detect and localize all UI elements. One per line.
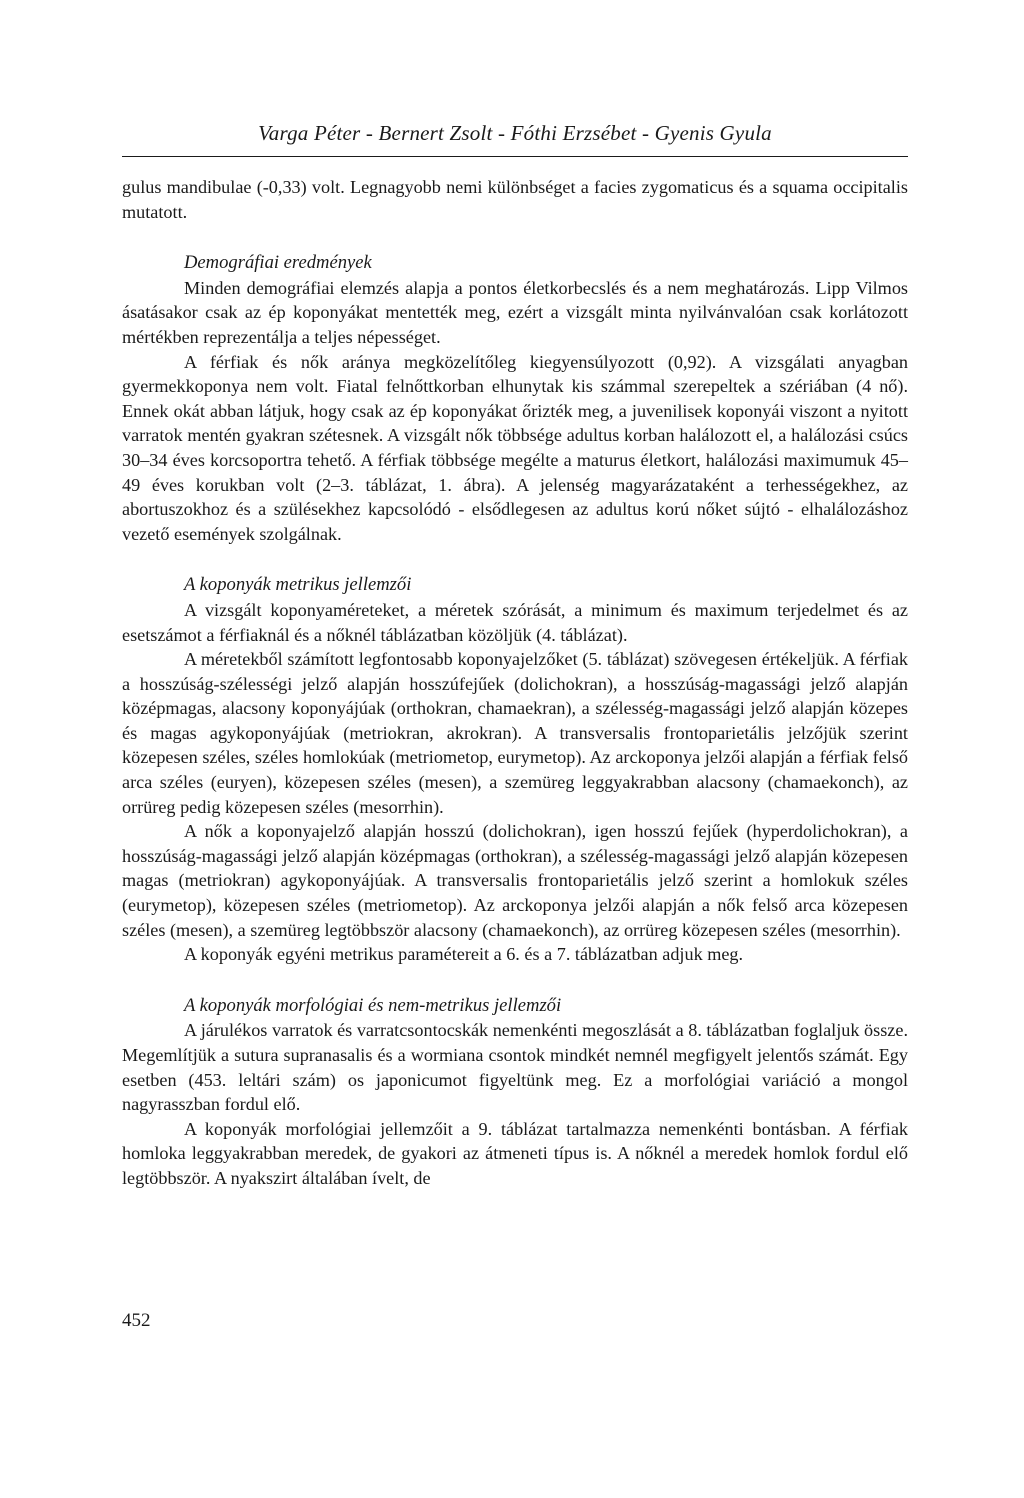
section-heading-morphology: A koponyák morfológiai és nem-metrikus jellemzői	[184, 994, 562, 1016]
page-number: 452	[122, 1310, 151, 1331]
paragraph: A koponyák egyéni metrikus paramétereit a 6. és a 7. táblázatban adjuk meg.	[184, 944, 744, 965]
paragraph: A vizsgált koponyaméreteket, a méretek szórását, a minimum és maximum terjedelmet és az esetszámot a férfiaknál és a nőknél táblázatban közöljük (4. táblázat).	[122, 599, 908, 645]
paragraph: A koponyák morfológiai jellemzőit a 9. táblázat tartalmazza nemenkénti bontásban. A férfiak homloka leggyakrabban meredek, de gyakori az átmeneti típus is. A nőknél a meredek homlok fordul elő legtöbbször. A nyakszirt általában ívelt, de	[122, 1118, 908, 1188]
page-body	[122, 118, 908, 1191]
running-head: Varga Péter - Bernert Zsolt - Fóthi Erzsébet - Gyenis Gyula	[122, 118, 908, 157]
paragraph: A nők a koponyajelző alapján hosszú (dolichokran), igen hosszú fejűek (hyperdolichokran), a hosszúság-magassági jelző alapján középmagas (orthokran), a szélesség-magassági jelző alapján közepesen magas (metriokran) agykoponyájúak. A transversalis frontoparietális jelző szerint a homlokuk széles (eurymetop), közepesen széles (metriometop). Az arckoponya jelzői alapján a nők felső arca közepesen széles (mesen), a szemüreg legtöbbször alacsony (chamaekonch), az orrüreg közepesen széles (mesorrhin).	[122, 821, 908, 940]
paragraph: A járulékos varratok és varratcsontocskák nemenkénti megoszlását a 8. táblázatban foglaljuk össze. Megemlítjük a sutura supranasalis és a wormiana csontok mindkét nemnél megfigyelt jelentős számát. Egy esetben (453. leltári szám) os japonicumot figyeltünk meg. Ez a morfológiai variáció a mongol nagyrasszban fordul elő.	[122, 1020, 908, 1115]
paragraph: A férfiak és nők aránya megközelítőleg kiegyensúlyozott (0,92). A vizsgálati anyagban gyermekkoponya nem volt. Fiatal felnőttkorban elhunytak kis számmal szerepeltek a szériában (4 nő). Ennek okát abban látjuk, hogy csak az ép koponyákat őrizték meg, a juvenilisek koponyái viszont a nyitott varratok mentén gyakran szétesnek. A vizsgált nők többsége adultus korban halálozott el, a halálozási csúcs 30–34 éves korcsoportra tehető. A férfiak többsége megélte a maturus életkort, halálozási maximumuk 45–49 éves korukban volt (2–3. táblázat, 1. ábra). A jelenség magyarázataként a terhességekhez, az abortuszokhoz és a szülésekhez kapcsolódó - elsődlegesen az adultus korú nőket sújtó - elhalálozáshoz vezető események szolgálnak.	[122, 351, 908, 544]
paragraph: A méretekből számított legfontosabb koponyajelzőket (5. táblázat) szövegesen értékeljük. A férfiak a hosszúság-szélességi jelző alapján hosszúfejűek (dolichokran), a hosszúság-magassági jelző alapján középmagas, alacsony koponyájúak (orthokran, chamaekran), a szélesség-magassági jelző alapján közepes és magas agykoponyájúak (metriokran, akrokran). A transversalis frontoparietális jelzőjük szerint közepesen széles, széles homlokúak (metriometop, eurymetop). Az arckoponya jelzői alapján a férfiak felső arca széles (euryen), közepesen széles (mesen), a szemüreg leggyakrabban alacsony (chamaekonch), az orrüreg pedig közepesen széles (mesorrhin).	[122, 649, 908, 817]
section-heading-demographics: Demográfiai eredmények	[184, 252, 372, 274]
intro-paragraph: gulus mandibulae (-0,33) volt. Legnagyobb nemi különbséget a facies zygomaticus és a squama occipitalis mutatott.	[122, 177, 908, 222]
section-heading-metric: A koponyák metrikus jellemzői	[184, 574, 412, 596]
paragraph: Minden demográfiai elemzés alapja a pontos életkorbecslés és a nem meghatározás. Lipp Vilmos ásatásakor csak az ép koponyákat mentették meg, ezért a vizsgált minta nyilvánvalóan csak korlátozott mértékben reprezentálja a teljes népességet.	[122, 277, 908, 347]
